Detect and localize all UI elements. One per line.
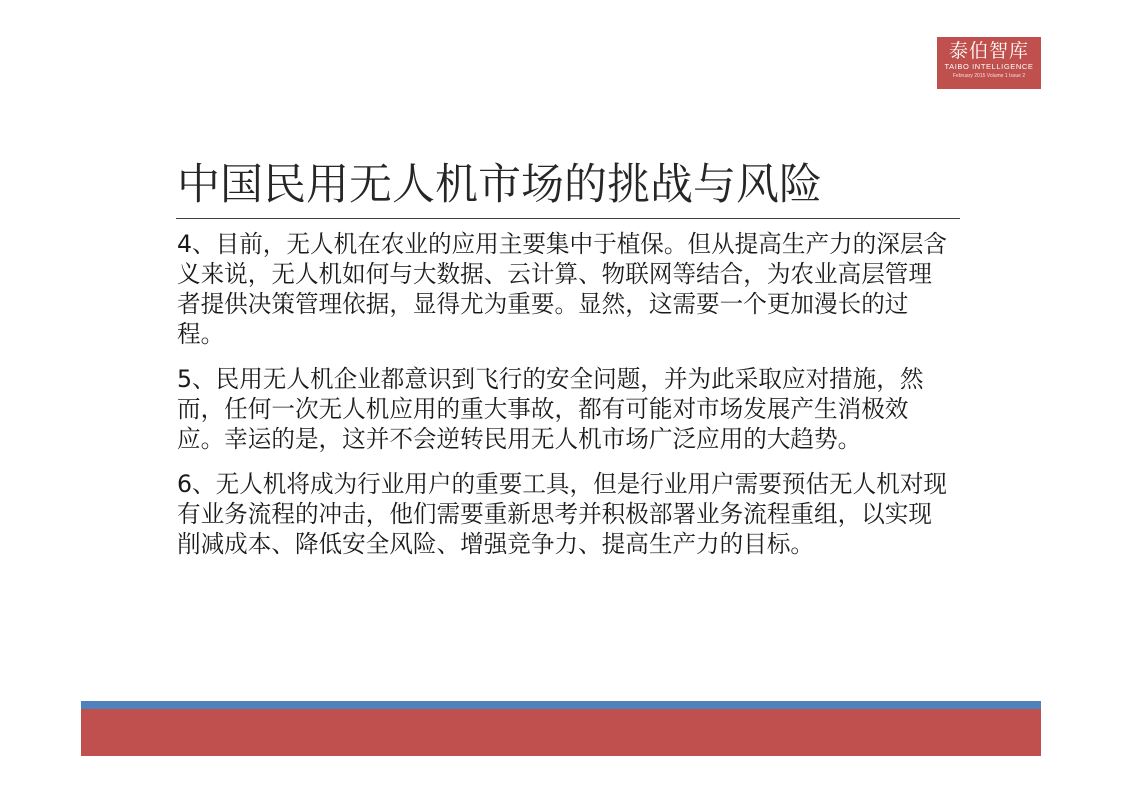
slide-body [177, 229, 952, 574]
paragraph-5: 5、民用无人机企业都意识到飞行的安全问题，并为此采取应对措施，然而，任何一次无人机应用的重大事故，都有可能对市场发展产生消极效应。幸运的是，这并不会逆转民用无人机市场广泛应用的大趋势。 [177, 365, 924, 453]
logo-name-en: TAIBO INTELLIGENCE [944, 62, 1034, 71]
slide-title: 中国民用无人机市场的挑战与风险 [177, 160, 822, 210]
paragraph-4: 4、目前，无人机在农业的应用主要集中于植保。但从提高生产力的深层含义来说，无人机如何与大数据、云计算、物联网等结合，为农业高层管理者提供决策管理依据，显得尤为重要。显然，这需要一个更加漫长的过程。 [177, 230, 948, 348]
footer-band-red [81, 709, 1041, 756]
paragraph-6: 6、无人机将成为行业用户的重要工具，但是行业用户需要预估无人机对现有业务流程的冲击，他们需要重新思考并积极部署业务流程重组，以实现削减成本、降低安全风险、增强竞争力、提高生产力的目标。 [177, 470, 948, 558]
slide [81, 34, 1041, 756]
brand-logo [937, 37, 1041, 89]
footer-band-blue [81, 701, 1041, 709]
logo-issue: February 2015 Volume 1 Issue 2 [952, 73, 1026, 79]
title-divider [176, 218, 960, 219]
logo-name-cn: 泰伯智库 [948, 40, 1029, 62]
